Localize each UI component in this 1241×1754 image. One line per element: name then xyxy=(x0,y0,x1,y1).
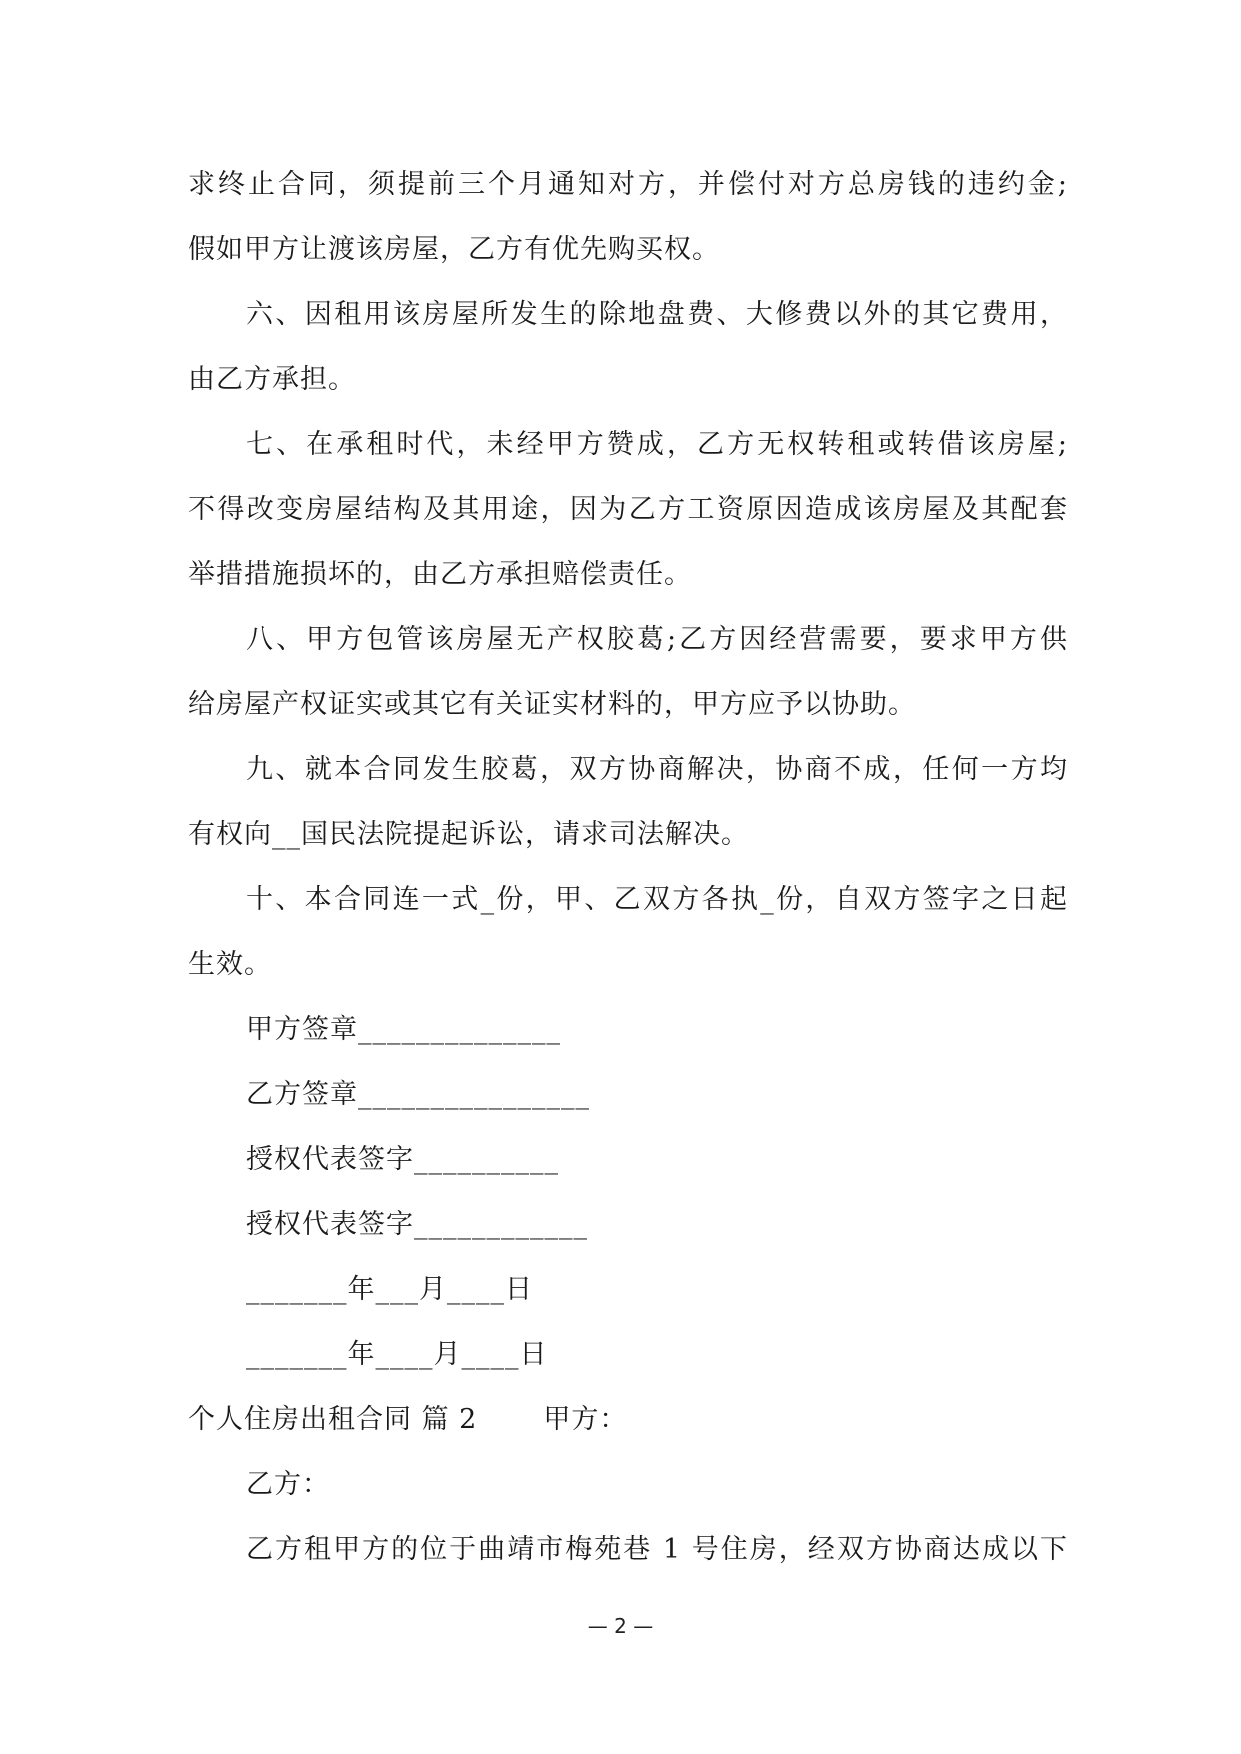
text-line: 由乙方承担。 xyxy=(188,364,356,395)
text-line: 给房屋产权证实或其它有关证实材料的，甲方应予以协助。 xyxy=(188,689,916,720)
text-line: 不得改变房屋结构及其用途，因为乙方工资原因造成该房屋及其配套 xyxy=(188,494,1068,525)
party-b-label: 乙方： xyxy=(246,1469,330,1500)
text-line: 求终止合同，须提前三个月通知对方，并偿付对方总房钱的违约金; xyxy=(188,169,1068,200)
party-a-label: 甲方： xyxy=(543,1404,628,1435)
text-line: 假如甲方让渡该房屋，乙方有优先购买权。 xyxy=(188,234,720,265)
date-line-b: _______年____月____日 xyxy=(246,1339,548,1370)
party-b-signature: 乙方签章________________ xyxy=(246,1079,590,1110)
text-line: 生效。 xyxy=(188,949,272,980)
clause-nine: 九、就本合同发生胶葛，双方协商解决，协商不成，任何一方均 xyxy=(246,754,1068,785)
party-a-signature: 甲方签章______________ xyxy=(246,1014,561,1045)
date-line-a: _______年___月____日 xyxy=(246,1274,533,1305)
section-heading-row xyxy=(188,1387,1068,1452)
text-line: 举措措施损坏的，由乙方承担赔偿责任。 xyxy=(188,559,692,590)
clause-seven: 七、在承租时代，未经甲方赞成，乙方无权转租或转借该房屋; xyxy=(246,429,1068,460)
text-line: 有权向__国民法院提起诉讼，请求司法解决。 xyxy=(188,819,749,850)
document-body xyxy=(188,152,1068,1582)
section-title: 个人住房出租合同 篇 2 xyxy=(188,1404,478,1435)
representative-signature-b: 授权代表签字____________ xyxy=(246,1209,588,1240)
page-number: — 2 — xyxy=(587,1614,654,1638)
clause-eight: 八、甲方包管该房屋无产权胶葛;乙方因经营需要，要求甲方供 xyxy=(246,624,1068,655)
representative-signature-a: 授权代表签字__________ xyxy=(246,1144,559,1175)
clause-ten: 十、本合同连一式_份，甲、乙双方各执_份，自双方签字之日起 xyxy=(246,884,1068,915)
text-line: 乙方租甲方的位于曲靖市梅苑巷 1 号住房，经双方协商达成以下 xyxy=(246,1534,1068,1565)
clause-six: 六、因租用该房屋所发生的除地盘费、大修费以外的其它费用， xyxy=(246,299,1068,330)
